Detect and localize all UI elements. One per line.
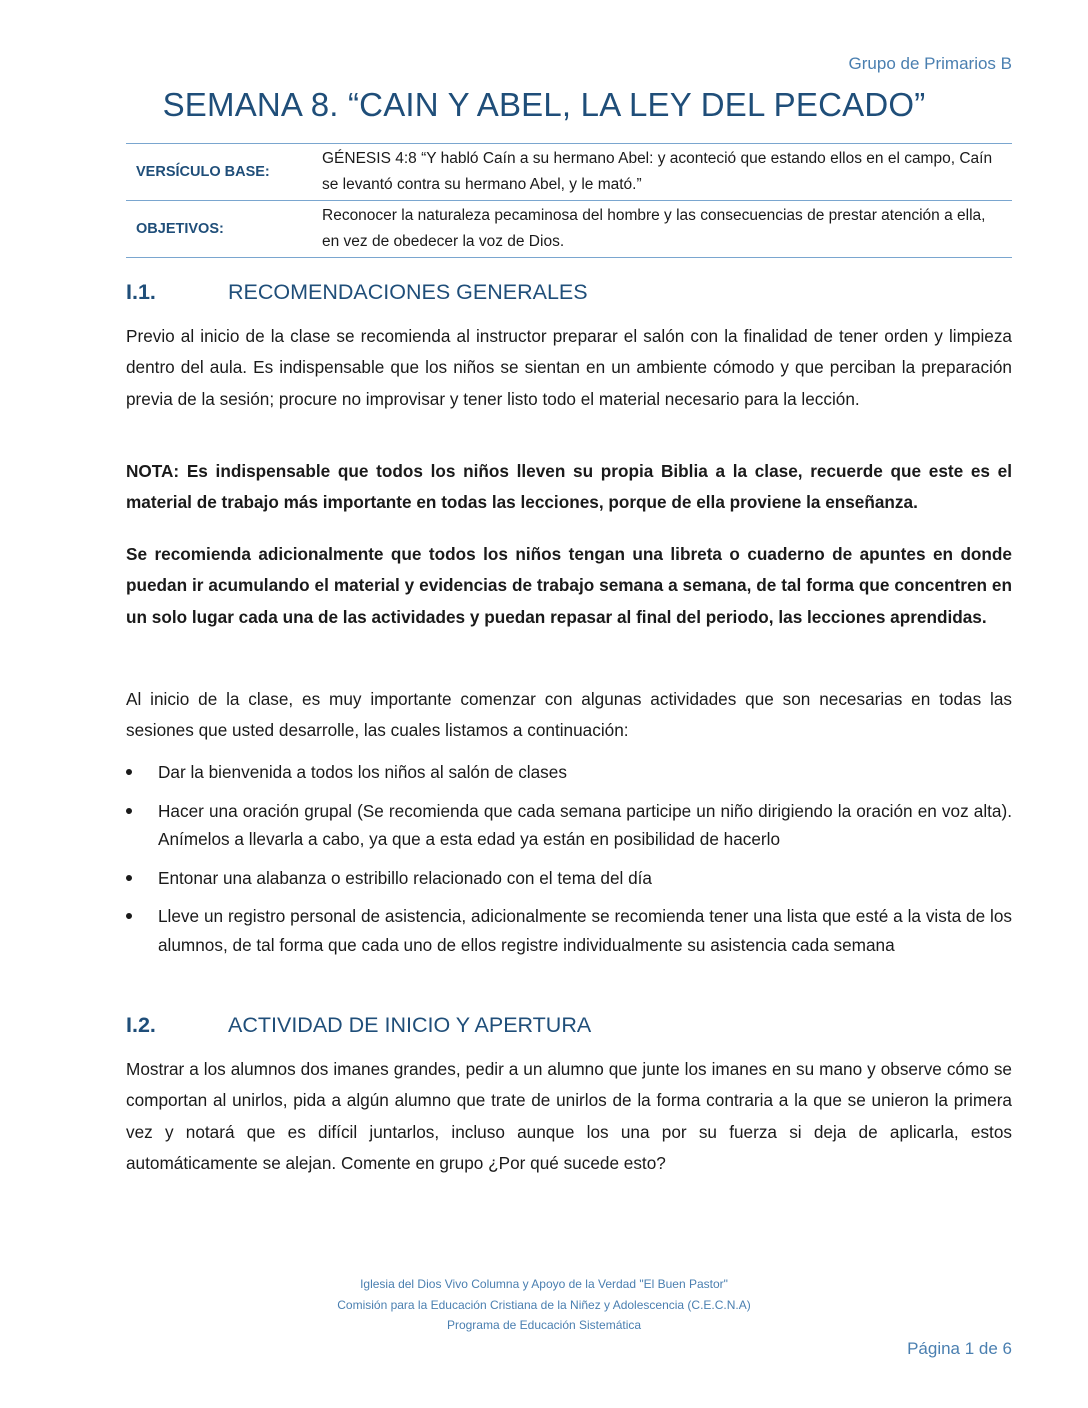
footer-commission: Comisión para la Educación Cristiana de la Niñez y Adolescencia (C.E.C.N.A) [337, 1297, 751, 1312]
objetivos-label: OBJETIVOS: [126, 201, 322, 258]
paragraph-activities-intro: Al inicio de la clase, es muy importante comenzar con algunas actividades que son necesarias en todas las sesiones que usted desarrolle, las cuales listamos a continuación: [126, 689, 1012, 741]
bullet-icon [126, 808, 132, 814]
group-header: Grupo de Primarios B [848, 54, 1012, 73]
note-text: Es indispensable que todos los niños lleven su propia Biblia a la clase, recuerde que este es el material de trabajo más importante en todas las lecciones, porque de ella proviene la enseñanza. [126, 461, 1012, 513]
paragraph-note [126, 456, 1012, 519]
list-item-text: Dar la bienvenida a todos los niños al salón de clases [158, 762, 567, 782]
table-row-objetivos [126, 201, 1012, 258]
footer-program: Programa de Educación Sistemática [446, 1318, 642, 1332]
section-number: I.1. [126, 280, 156, 304]
note-label: NOTA: [126, 461, 180, 481]
list-item-text: Hacer una oración grupal (Se recomienda que cada semana participe un niño dirigiendo la oración en voz alta). Anímelos a llevarla a cabo, ya que a esta edad ya están en posibilidad de hacerlo [158, 800, 1012, 850]
page-number: Página 1 de 6 [907, 1339, 1012, 1358]
list-item-text: Entonar una alabanza o estribillo relacionado con el tema del día [158, 867, 652, 888]
list-item [126, 902, 1012, 959]
section-title: RECOMENDACIONES GENERALES [228, 280, 588, 304]
objetivos-value: Reconocer la naturaleza pecaminosa del hombre y las consecuencias de prestar atención a ella, en vez de obedecer la voz de Dios. [322, 201, 1012, 258]
paragraph-intro: Previo al inicio de la clase se recomienda al instructor preparar el salón con la finalidad de tener orden y limpieza dentro del aula. Es indispensable que los niños se sientan en un ambiente cómodo y que perciban la preparación previa de la sesión; procure no improvisar y tener listo todo el material necesario para la lección. [126, 326, 1012, 409]
bullet-icon [126, 769, 132, 775]
activities-list [126, 758, 1012, 970]
section-heading-recomendaciones [126, 280, 588, 305]
paragraph-notebook: Se recomienda adicionalmente que todos los niños tengan una libreta o cuaderno de apuntes en donde puedan ir acumulando el material y evidencias de trabajo semana a semana, de tal forma que concentren en un solo lugar cada una de las actividades y puedan repasar al final del periodo, las lecciones aprendidas. [126, 544, 1012, 627]
bullet-icon [126, 913, 132, 919]
paragraph-imanes: Mostrar a los alumnos dos imanes grandes, pedir a un alumno que junte los imanes en su mano y observe cómo se comportan al unirlos, pida a algún alumno que trate de unirlos de la forma contraria a la que se unieron la primera vez y notará que es difícil juntarlos, incluso aunque los una por su fuerza si deja de aplicarla, estos automáticamente se alejan. Comente en grupo ¿Por qué sucede esto? [126, 1059, 1012, 1174]
section-heading-actividad [126, 1013, 591, 1038]
section-number: I.2. [126, 1013, 156, 1037]
versiculo-label: VERSÍCULO BASE: [126, 144, 322, 201]
list-item [126, 864, 1012, 893]
page-title: SEMANA 8. “CAIN Y ABEL, LA LEY DEL PECADO” [162, 86, 926, 123]
footer-church: Iglesia del Dios Vivo Columna y Apoyo de la Verdad "El Buen Pastor" [360, 1277, 728, 1291]
list-item [126, 758, 1012, 787]
table-row-versiculo [126, 144, 1012, 201]
bullet-icon [126, 875, 132, 881]
page-footer [0, 1274, 1088, 1336]
section-title: ACTIVIDAD DE INICIO Y APERTURA [228, 1013, 592, 1037]
info-table [126, 143, 1012, 258]
list-item-text: Lleve un registro personal de asistencia, adicionalmente se recomienda tener una lista que esté a la vista de los alumnos, de tal forma que cada uno de ellos registre individualmente su asistencia cada semana [158, 906, 1012, 955]
list-item [126, 797, 1012, 854]
versiculo-value: GÉNESIS 4:8 “Y habló Caín a su hermano Abel: y aconteció que estando ellos en el campo, Caín se levantó contra su hermano Abel, y le mató.” [322, 144, 1012, 201]
